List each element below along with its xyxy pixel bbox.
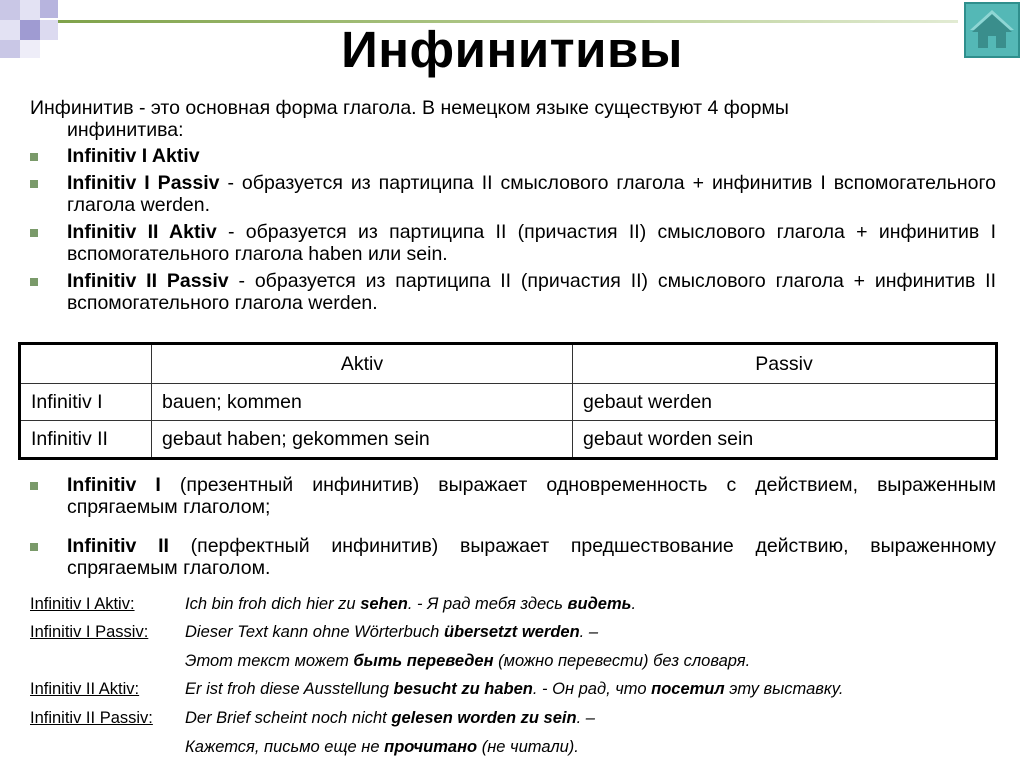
example-text: (не читали). (477, 738, 579, 756)
table-header-row (20, 344, 997, 384)
example-bold: übersetzt werden (443, 623, 580, 641)
example-label: Infinitiv I Passiv: (30, 623, 149, 641)
example-label: Infinitiv II Aktiv: (30, 680, 140, 698)
example-label: Infinitiv II Passiv: (30, 709, 153, 727)
bullet-icon (30, 482, 38, 490)
table-header-cell (20, 344, 152, 384)
example-text: . (631, 595, 637, 613)
table-cell: gebaut haben; gekommen sein (152, 421, 573, 459)
table-cell: Infinitiv I (20, 384, 152, 421)
list-item (30, 474, 996, 518)
bullet-icon (30, 229, 38, 237)
table-cell: Infinitiv II (20, 421, 152, 459)
table-row (20, 421, 997, 459)
infinitive-table (18, 342, 998, 460)
intro-paragraph (30, 97, 996, 141)
form-desc: - образуется из партиципа II (причастия II) смыслового глагола + инфинитив II вспомогательного глагола werden. (67, 270, 996, 314)
example-bold: besucht zu haben (393, 680, 533, 698)
bullet-icon (30, 543, 38, 551)
table-header-cell: Passiv (573, 344, 997, 384)
form-name: Infinitiv II Passiv (67, 270, 229, 292)
page-title: Инфинитивы (341, 21, 683, 78)
example-text: Кажется, письмо еще не (185, 738, 385, 756)
form-name: Infinitiv II Aktiv (67, 221, 217, 243)
example-label: Infinitiv I Aktiv: (30, 595, 135, 613)
list-item (30, 270, 996, 314)
usage-desc: (перфектный инфинитив) выражает предшествование действию, выраженному спрягаемым глаголом. (67, 535, 996, 579)
example-text: Der Brief scheint noch nicht (185, 709, 392, 727)
form-name: Infinitiv I Aktiv (67, 145, 200, 167)
example-text: . – (579, 623, 599, 641)
table-cell: gebaut worden sein (573, 421, 997, 459)
usage-name: Infinitiv II (67, 535, 169, 557)
example-bold: видеть (567, 595, 632, 613)
list-item (30, 172, 996, 216)
bullet-icon (30, 180, 38, 188)
example-text: . - Он рад, что (532, 680, 652, 698)
example-bold: прочитано (384, 738, 478, 756)
example-text: Dieser Text kann ohne Wörterbuch (185, 623, 444, 641)
table-header-cell: Aktiv (152, 344, 573, 384)
example-bold: gelesen worden zu sein (391, 709, 577, 727)
example-text: . - Я рад тебя здесь (407, 595, 568, 613)
home-icon (966, 4, 1018, 56)
bullet-icon (30, 153, 38, 161)
table-row (20, 384, 997, 421)
list-item (30, 535, 996, 579)
bullet-icon (30, 278, 38, 286)
intro-line-2: инфинитива: (67, 119, 184, 141)
usage-desc: (презентный инфинитив) выражает одновременность с действием, выраженным спрягаемым глаголом; (67, 474, 996, 518)
example-bold: sehen (360, 595, 408, 613)
home-button[interactable] (964, 2, 1020, 58)
example-text: эту выставку. (724, 680, 844, 698)
example-bold: быть переведен (353, 652, 494, 670)
example-text: (можно перевести) без словаря. (493, 652, 751, 670)
example-text: Этот текст может (185, 652, 354, 670)
example-bold: посетил (651, 680, 725, 698)
form-desc: - образуется из партиципа II (причастия II) смыслового глагола + инфинитив I вспомогательного глагола haben или sein. (67, 221, 996, 265)
table-cell: bauen; kommen (152, 384, 573, 421)
example-text: Er ist froh diese Ausstellung (185, 680, 394, 698)
table-cell: gebaut werden (573, 384, 997, 421)
usage-name: Infinitiv I (67, 474, 161, 496)
example-text: . – (576, 709, 595, 727)
form-name: Infinitiv I Passiv (67, 172, 220, 194)
intro-line-1: Инфинитив - это основная форма глагола. В немецком языке существуют 4 формы (30, 97, 789, 119)
list-item (30, 145, 996, 167)
example-text: Ich bin froh dich hier zu (185, 595, 361, 613)
form-desc: - образуется из партиципа II смыслового глагола + инфинитив I вспомогательного глагола werden. (67, 172, 996, 216)
list-item (30, 221, 996, 265)
